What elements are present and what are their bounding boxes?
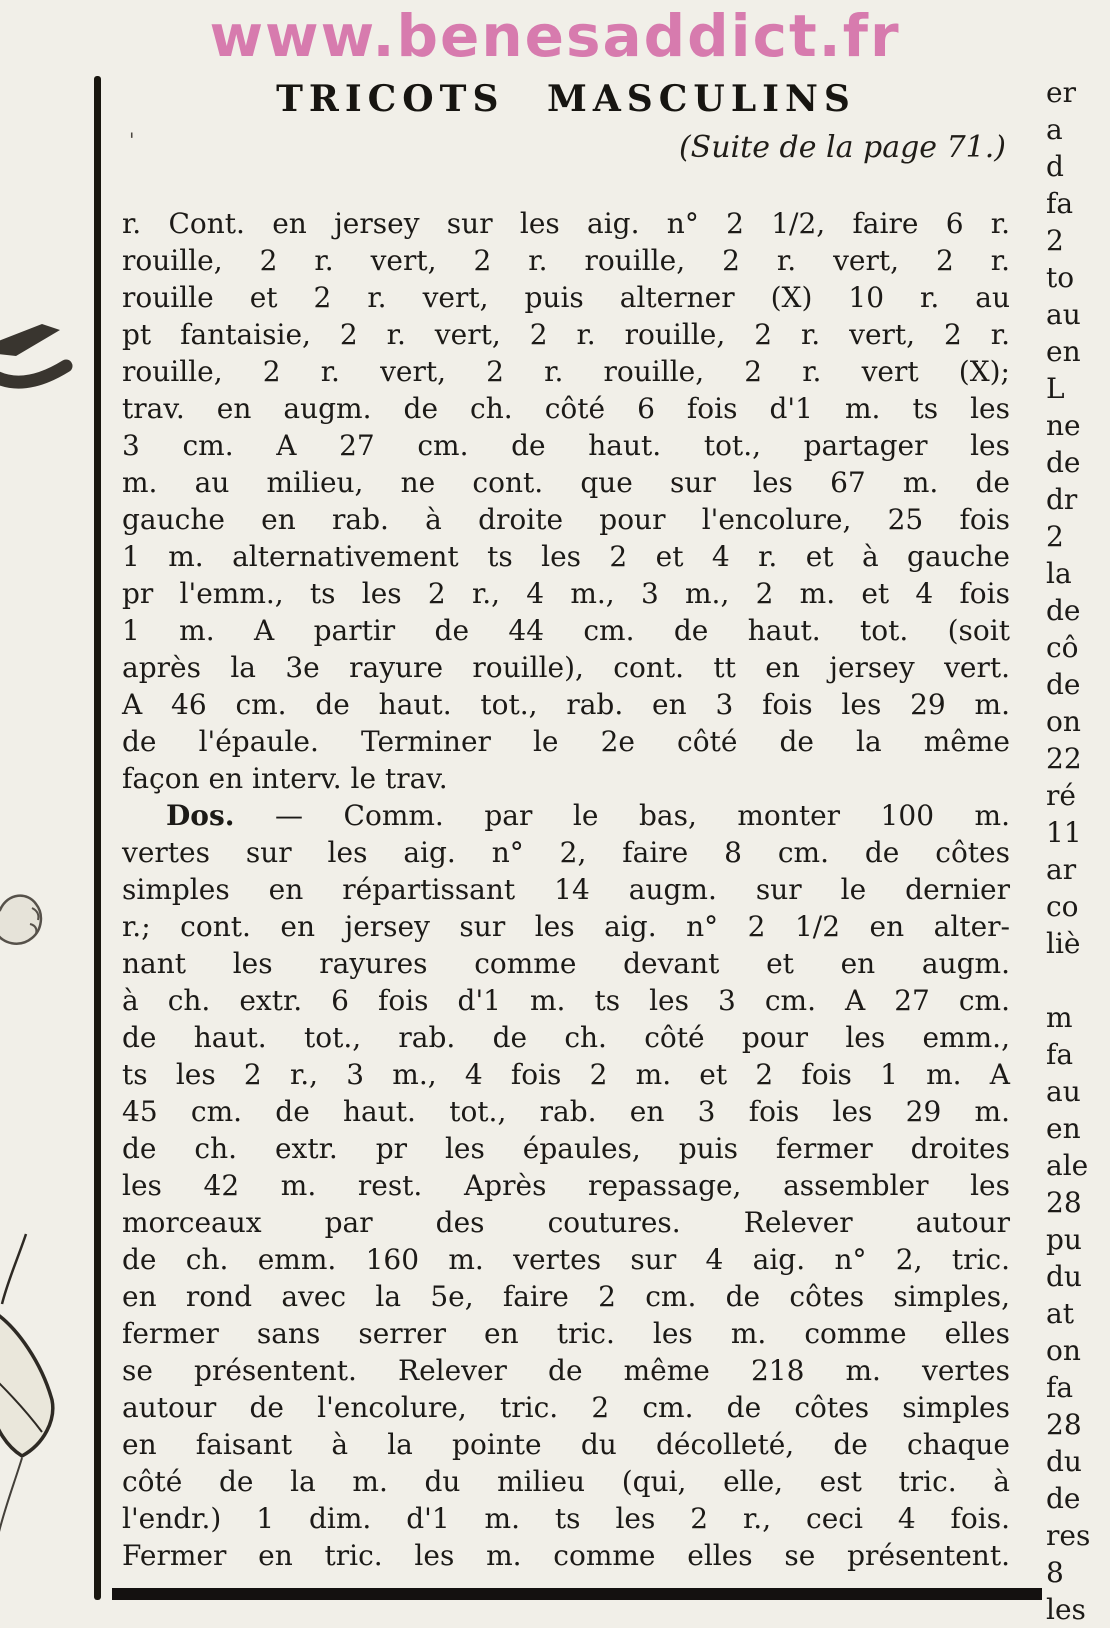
fragment-line: fa	[1046, 187, 1074, 220]
fragment-line: 22	[1046, 742, 1082, 775]
fragment-line: en	[1046, 1112, 1081, 1145]
text-line: se présentent. Relever de même 218 m. vertes	[122, 1354, 1010, 1387]
fragment-line: 2	[1046, 520, 1064, 553]
fragment-line: ne	[1046, 409, 1081, 442]
fragment-line: 28	[1046, 1186, 1082, 1219]
fragment-line: au	[1046, 1075, 1081, 1108]
text-line: façon en interv. le trav.	[122, 762, 448, 795]
fragment-line: 28	[1046, 1408, 1082, 1441]
text-line: 1 m. A partir de 44 cm. de haut. tot. (soit	[122, 614, 1010, 647]
fragment-line: 11	[1046, 816, 1082, 849]
fragment-line: du	[1046, 1260, 1082, 1293]
text-line: morceaux par des coutures. Relever autour	[122, 1206, 1010, 1239]
text-line: 3 cm. A 27 cm. de haut. tot., partager les	[122, 429, 1010, 462]
watermark: www.benesaddict.fr	[209, 2, 901, 70]
text-line	[122, 797, 1010, 834]
fragment-line: co	[1046, 890, 1079, 923]
fragment-line: en	[1046, 335, 1081, 368]
paragraph-front	[122, 205, 1010, 760]
fragment-line: de	[1046, 446, 1081, 479]
fragment-line	[1046, 962, 1110, 999]
hand-sketch-illustration	[0, 884, 48, 972]
text-line: autour de l'encolure, tric. 2 cm. de côtes simples	[122, 1391, 1010, 1424]
fragment-line: de	[1046, 1482, 1081, 1515]
fragment-line: du	[1046, 1445, 1082, 1478]
text-line: 45 cm. de haut. tot., rab. en 3 fois les 29 m.	[122, 1095, 1010, 1128]
fragment-line: to	[1046, 261, 1075, 294]
text-line: côté de la m. du milieu (qui, elle, est tric. à	[122, 1465, 1010, 1498]
fragment-line: er	[1046, 76, 1076, 109]
fragment-line: fa	[1046, 1038, 1074, 1071]
fragment-line: 8	[1046, 1556, 1064, 1589]
fragment-line: on	[1046, 1334, 1081, 1367]
page-subtitle: (Suite de la page 71.)	[678, 130, 1006, 165]
fragment-line: on	[1046, 705, 1081, 738]
sleeve-sketch-illustration	[0, 1232, 62, 1542]
fragment-line: dr	[1046, 483, 1078, 516]
fragment-line: les	[1046, 1593, 1086, 1626]
text-line: pt fantaisie, 2 r. vert, 2 r. rouille, 2 r. vert, 2 r.	[122, 318, 1010, 351]
text-line: m. au milieu, ne cont. que sur les 67 m. de	[122, 466, 1010, 499]
text-line: gauche en rab. à droite pour l'encolure, 25 fois	[122, 503, 1010, 536]
fragment-line: de	[1046, 668, 1081, 701]
fragment-line: ré	[1046, 779, 1076, 812]
fragment-line: at	[1046, 1297, 1074, 1330]
text-line: rouille, 2 r. vert, 2 r. rouille, 2 r. vert (X);	[122, 355, 1010, 388]
bottom-rule	[112, 1588, 1042, 1600]
text-line: simples en répartissant 14 augm. sur le dernier	[122, 873, 1010, 906]
text-line: trav. en augm. de ch. côté 6 fois d'1 m. ts les	[122, 392, 1010, 425]
text-line: les 42 m. rest. Après repassage, assembler les	[122, 1169, 1010, 1202]
fragment-line: m	[1046, 1001, 1073, 1034]
article-column	[122, 205, 1010, 1574]
text-line: r.; cont. en jersey sur les aig. n° 2 1/2 en alter-	[122, 910, 1010, 943]
text-line: nant les rayures comme devant et en augm.	[122, 947, 1010, 980]
fragment-line: liè	[1046, 927, 1081, 960]
fragment-line: cô	[1046, 631, 1079, 664]
text-line-rest: — Comm. par le bas, monter 100 m.	[234, 799, 1010, 832]
text-line: après la 3e rayure rouille), cont. tt en jersey vert.	[122, 651, 1010, 684]
fragment-line: de	[1046, 594, 1081, 627]
page-title: TRICOTS MASCULINS	[276, 78, 856, 120]
text-line: l'endr.) 1 dim. d'1 m. ts les 2 r., ceci 4 fois.	[122, 1502, 1010, 1535]
text-line: à ch. extr. 6 fois d'1 m. ts les 3 cm. A 27 cm.	[122, 984, 1010, 1017]
fragment-line: d	[1046, 150, 1064, 183]
brush-swoosh-illustration	[0, 320, 82, 402]
fragment-line: la	[1046, 557, 1072, 590]
text-line: fermer sans serrer en tric. les m. comme elles	[122, 1317, 1010, 1350]
fragment-line: au	[1046, 298, 1081, 331]
fragment-line: ar	[1046, 853, 1077, 886]
text-line: de ch. extr. pr les épaules, puis fermer droites	[122, 1132, 1010, 1165]
fragment-line: 2	[1046, 224, 1064, 257]
text-line: A 46 cm. de haut. tot., rab. en 3 fois les 29 m.	[122, 688, 1010, 721]
adjacent-column-fragment	[1046, 74, 1110, 1628]
text-line: de ch. emm. 160 m. vertes sur 4 aig. n° 2, tric.	[122, 1243, 1010, 1276]
text-line: Fermer en tric. les m. comme elles se présentent.	[122, 1539, 1010, 1572]
paragraph-lead: Dos.	[166, 799, 235, 832]
fragment-line: a	[1046, 113, 1063, 146]
fragment-line: L	[1046, 372, 1065, 405]
column-divider-rule	[94, 76, 101, 1600]
text-line: 1 m. alternativement ts les 2 et 4 r. et à gauche	[122, 540, 1010, 573]
paragraph-dos	[122, 834, 1010, 1574]
text-line: pr l'emm., ts les 2 r., 4 m., 3 m., 2 m. et 4 fois	[122, 577, 1010, 610]
text-line: ts les 2 r., 3 m., 4 fois 2 m. et 2 fois 1 m. A	[122, 1058, 1010, 1091]
text-line: vertes sur les aig. n° 2, faire 8 cm. de côtes	[122, 836, 1010, 869]
fragment-line: ale	[1046, 1149, 1089, 1182]
text-line: r. Cont. en jersey sur les aig. n° 2 1/2, faire 6 r.	[122, 207, 1010, 240]
text-line: rouille et 2 r. vert, puis alterner (X) 10 r. au	[122, 281, 1010, 314]
scan-noise-mark: '	[129, 128, 135, 152]
text-line: de haut. tot., rab. de ch. côté pour les emm.,	[122, 1021, 1010, 1054]
text-line: de l'épaule. Terminer le 2e côté de la même	[122, 725, 1010, 758]
text-line: en faisant à la pointe du décolleté, de chaque	[122, 1428, 1010, 1461]
fragment-line: pu	[1046, 1223, 1082, 1256]
text-line: en rond avec la 5e, faire 2 cm. de côtes simples,	[122, 1280, 1010, 1313]
fragment-line: fa	[1046, 1371, 1074, 1404]
text-line: rouille, 2 r. vert, 2 r. rouille, 2 r. vert, 2 r.	[122, 244, 1010, 277]
fragment-line: res	[1046, 1519, 1091, 1552]
